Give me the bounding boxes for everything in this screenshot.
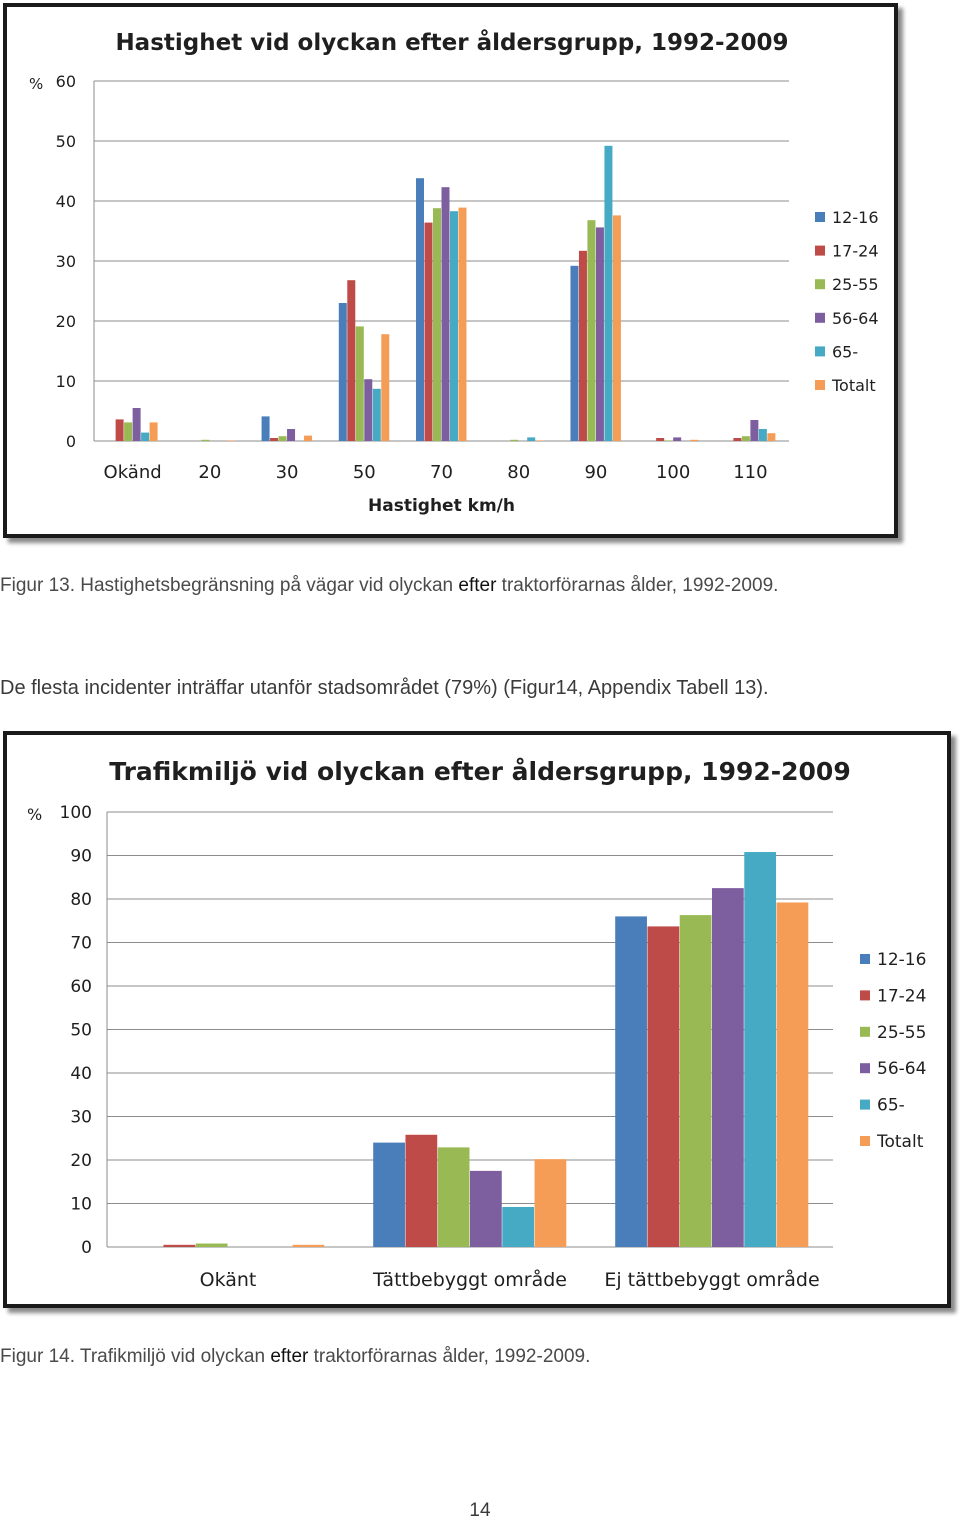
chart-title: Hastighet vid olyckan efter åldersgrupp, 1992-2009 [115,30,789,56]
bar-25-55 [201,440,209,441]
figure-14-caption-emph: efter [270,1346,309,1367]
x-tick-label: 50 [352,462,376,483]
legend-swatch-17-24 [860,990,870,1000]
y-tick-label: 30 [55,252,76,271]
y-tick-label: 90 [70,846,92,867]
figure-14-caption-start: Figur 14. Trafikmiljö vid olyckan [0,1346,271,1367]
bar-65- [759,429,767,441]
x-tick-label: 100 [655,462,691,483]
environment-chart [7,735,947,1304]
x-tick-label: 80 [507,462,531,483]
y-tick-label: 40 [70,1064,92,1084]
bar-12-16 [570,266,578,441]
bar-25-55 [587,220,595,441]
legend-label: Totalt [832,376,876,395]
bar-65- [141,433,149,441]
bar-17-24 [425,223,433,441]
legend-swatch-25-55 [815,279,825,289]
figure-13-caption-end: traktorförarnas ålder, 1992-2009. [496,575,779,596]
y-tick-label: 50 [55,132,76,151]
legend-swatch-25-55 [860,1027,870,1037]
bar-17-24 [579,251,587,441]
figure-13-caption-start: Figur 13. Hastighetsbegränsning på vägar vid olyckan [0,575,459,596]
bar-Totalt [613,215,621,441]
y-tick-label: 70 [70,933,92,954]
y-axis-unit: % [29,75,44,93]
bar-25-55 [356,326,364,441]
bar-65- [527,437,535,441]
y-tick-label: 40 [55,192,76,211]
x-tick-label: Tättbebyggt område [373,1269,567,1291]
legend-label: 25-55 [877,1022,927,1043]
legend-swatch-65- [860,1100,870,1110]
y-tick-label: 80 [70,890,92,910]
bar-12-16 [373,1143,405,1247]
y-tick-label: 0 [81,1238,92,1258]
chart-frame-environment [3,731,951,1308]
y-axis-unit: % [27,805,43,824]
legend-label: 56-64 [877,1059,927,1080]
legend-swatch-17-24 [815,246,825,256]
bar-65- [744,852,776,1247]
bar-17-24 [116,419,124,441]
bar-Totalt [150,422,158,441]
y-tick-label: 30 [70,1107,92,1128]
page-number: 14 [469,1500,491,1521]
bar-17-24 [270,438,278,441]
legend-label: 17-24 [832,241,879,261]
x-tick-label: 30 [275,462,299,483]
chart-title: Trafikmiljö vid olyckan efter åldersgrupp, 1992-2009 [109,757,851,786]
bar-25-55 [196,1244,228,1247]
bar-65- [373,389,381,441]
bar-17-24 [347,280,355,441]
bar-Totalt [777,902,809,1247]
body-paragraph: De flesta incidenter inträffar utanför stadsområdet (79%) (Figur14, Appendix Tabell 13). [0,677,769,699]
legend-label: 56-64 [832,308,879,328]
legend-label: Totalt [877,1132,924,1152]
bar-56-64 [442,187,450,441]
bar-Totalt [227,440,235,441]
bar-17-24 [647,926,679,1247]
legend-label: 65- [832,342,859,362]
legend-swatch-12-16 [815,212,825,222]
bar-Totalt [535,1159,567,1247]
bar-Totalt [690,440,698,441]
legend-swatch-12-16 [860,954,870,964]
bar-25-55 [665,440,673,441]
bar-17-24 [163,1245,195,1247]
bar-12-16 [615,916,647,1247]
y-tick-label: 10 [70,1194,92,1215]
bar-56-64 [364,379,372,441]
bar-65- [604,146,612,441]
bar-25-55 [742,436,750,441]
x-tick-label: 20 [198,462,222,483]
legend-label: 12-16 [832,208,879,227]
chart-frame-speed [3,3,898,538]
legend-label: 25-55 [832,275,879,295]
bar-25-55 [680,915,712,1247]
y-tick-label: 20 [55,312,76,331]
bar-56-64 [712,888,744,1247]
bar-25-55 [438,1147,470,1247]
bar-25-55 [510,440,518,441]
y-tick-label: 100 [59,803,92,823]
legend-swatch-56-64 [815,313,825,323]
y-tick-label: 20 [70,1151,92,1171]
x-tick-label: Okänt [199,1269,257,1291]
figure-14-caption-end: traktorförarnas ålder, 1992-2009. [308,1346,591,1367]
bar-Totalt [381,334,389,441]
x-tick-label: 90 [584,462,608,483]
figure-13-caption-emph: efter [458,575,497,596]
bar-Totalt [293,1245,325,1247]
legend-label: 12-16 [877,950,927,970]
y-tick-label: 10 [55,372,76,391]
bar-Totalt [536,440,544,441]
legend-swatch-Totalt [815,380,825,390]
bar-65- [502,1207,534,1247]
speed-chart [7,7,894,534]
y-tick-label: 50 [70,1020,92,1041]
bar-17-24 [656,438,664,441]
bar-Totalt [304,436,312,441]
figure-14-caption [0,1346,590,1368]
y-tick-label: 0 [65,432,76,451]
legend-swatch-65- [815,346,825,356]
legend-swatch-56-64 [860,1063,870,1073]
bar-12-16 [416,178,424,441]
y-tick-label: 60 [55,72,76,91]
bar-Totalt [767,433,775,441]
bar-65- [450,211,458,441]
bar-Totalt [458,208,466,441]
bar-56-64 [470,1171,502,1247]
bar-17-24 [405,1135,437,1247]
figure-13-caption [0,575,778,597]
bar-56-64 [596,227,604,441]
bar-56-64 [750,420,758,441]
legend-label: 17-24 [877,986,927,1007]
bar-25-55 [433,208,441,441]
legend-label: 65- [877,1095,905,1116]
x-axis-label: Hastighet km/h [368,496,515,516]
bar-12-16 [339,303,347,441]
x-tick-label: 110 [733,462,768,483]
y-tick-label: 60 [70,977,92,997]
x-tick-label: Okänd [103,462,162,483]
bar-56-64 [133,408,141,441]
x-tick-label: Ej tättbebyggt område [604,1269,820,1291]
bar-25-55 [279,436,287,441]
bar-25-55 [124,422,132,441]
bar-12-16 [262,416,270,441]
x-tick-label: 70 [430,462,453,483]
bar-56-64 [287,429,295,441]
bar-56-64 [673,437,681,441]
bar-17-24 [733,438,741,441]
legend-swatch-Totalt [860,1136,870,1146]
